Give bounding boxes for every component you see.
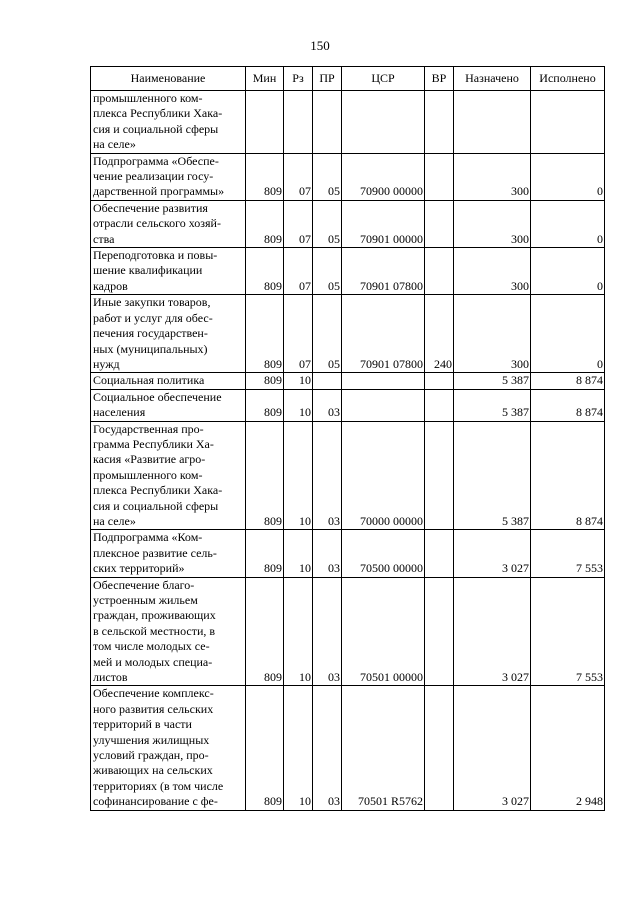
cell-executed: 0	[531, 295, 605, 373]
table-row	[91, 91, 605, 154]
cell-assigned: 5 387	[454, 373, 531, 389]
cell-rz: 10	[284, 686, 313, 810]
table-row	[91, 389, 605, 421]
cell-name: Обеспечение благо- устроенным жильем граждан, проживающих в сельской местности, в том числе молодых се- мей и молодых специа- листов	[91, 577, 246, 686]
cell-csr: 70500 00000	[342, 530, 425, 577]
cell-vr	[425, 686, 454, 810]
cell-vr	[425, 373, 454, 389]
table-row	[91, 153, 605, 200]
cell-pr	[313, 91, 342, 154]
cell-name: промышленного ком- плекса Республики Хака- сия и социальной сферы на селе»	[91, 91, 246, 154]
cell-assigned: 300	[454, 153, 531, 200]
cell-assigned: 3 027	[454, 577, 531, 686]
cell-csr	[342, 91, 425, 154]
cell-rz: 10	[284, 577, 313, 686]
cell-name: Социальное обеспечение населения	[91, 389, 246, 421]
cell-assigned: 3 027	[454, 686, 531, 810]
cell-rz: 07	[284, 200, 313, 247]
cell-executed: 7 553	[531, 530, 605, 577]
cell-min: 809	[246, 686, 284, 810]
cell-assigned: 5 387	[454, 421, 531, 530]
cell-executed: 0	[531, 200, 605, 247]
page-number: 150	[310, 38, 330, 53]
cell-rz: 10	[284, 373, 313, 389]
cell-min: 809	[246, 248, 284, 295]
cell-rz: 07	[284, 295, 313, 373]
table-row	[91, 373, 605, 389]
cell-min: 809	[246, 389, 284, 421]
budget-table	[90, 66, 605, 811]
table-row	[91, 530, 605, 577]
cell-vr	[425, 153, 454, 200]
table-row	[91, 421, 605, 530]
table-header-row	[91, 67, 605, 91]
cell-rz: 10	[284, 389, 313, 421]
cell-vr	[425, 91, 454, 154]
cell-name: Переподготовка и повы- шение квалификации кадров	[91, 248, 246, 295]
cell-pr	[313, 373, 342, 389]
cell-pr: 05	[313, 248, 342, 295]
cell-name: Иные закупки товаров, работ и услуг для обес- печения государствен- ных (муниципальных) нужд	[91, 295, 246, 373]
table-row	[91, 686, 605, 810]
cell-min: 809	[246, 373, 284, 389]
cell-name: Государственная про- грамма Республики Ха- касия «Развитие агро- промышленного ком- плекса Республики Хака- сия и социальной сферы на селе»	[91, 421, 246, 530]
cell-vr	[425, 421, 454, 530]
cell-rz: 07	[284, 248, 313, 295]
cell-pr: 03	[313, 421, 342, 530]
header-vr: ВР	[425, 67, 454, 91]
cell-min: 809	[246, 577, 284, 686]
cell-executed: 8 874	[531, 421, 605, 530]
header-pr: ПР	[313, 67, 342, 91]
cell-csr: 70000 00000	[342, 421, 425, 530]
cell-vr	[425, 530, 454, 577]
cell-vr: 240	[425, 295, 454, 373]
cell-rz: 10	[284, 421, 313, 530]
cell-executed: 0	[531, 153, 605, 200]
cell-vr	[425, 389, 454, 421]
cell-pr: 05	[313, 153, 342, 200]
table-body	[91, 91, 605, 811]
cell-name: Социальная политика	[91, 373, 246, 389]
table-row	[91, 200, 605, 247]
table-row	[91, 577, 605, 686]
cell-pr: 03	[313, 389, 342, 421]
cell-csr: 70901 00000	[342, 200, 425, 247]
header-min: Мин	[246, 67, 284, 91]
cell-min: 809	[246, 421, 284, 530]
cell-assigned: 300	[454, 200, 531, 247]
cell-csr: 70501 R5762	[342, 686, 425, 810]
cell-executed	[531, 91, 605, 154]
cell-csr: 70900 00000	[342, 153, 425, 200]
cell-rz: 10	[284, 530, 313, 577]
cell-assigned	[454, 91, 531, 154]
cell-min: 809	[246, 530, 284, 577]
cell-vr	[425, 577, 454, 686]
cell-min: 809	[246, 200, 284, 247]
cell-name: Обеспечение развития отрасли сельского хозяй- ства	[91, 200, 246, 247]
cell-assigned: 300	[454, 248, 531, 295]
cell-csr	[342, 373, 425, 389]
cell-pr: 05	[313, 295, 342, 373]
cell-executed: 8 874	[531, 389, 605, 421]
header-rz: Рз	[284, 67, 313, 91]
cell-csr: 70501 00000	[342, 577, 425, 686]
cell-pr: 03	[313, 577, 342, 686]
cell-executed: 0	[531, 248, 605, 295]
cell-vr	[425, 248, 454, 295]
cell-pr: 05	[313, 200, 342, 247]
header-name: Наименование	[91, 67, 246, 91]
cell-csr: 70901 07800	[342, 295, 425, 373]
cell-name: Подпрограмма «Обеспе- чение реализации госу- дарственной программы»	[91, 153, 246, 200]
cell-vr	[425, 200, 454, 247]
cell-assigned: 5 387	[454, 389, 531, 421]
cell-name: Обеспечение комплекс- ного развития сельских территорий в части улучшения жилищных условий граждан, про- живающих на сельских территориях (в том числе софинансирование с фе-	[91, 686, 246, 810]
header-assigned: Назначено	[454, 67, 531, 91]
cell-pr: 03	[313, 530, 342, 577]
header-executed: Исполнено	[531, 67, 605, 91]
cell-min: 809	[246, 153, 284, 200]
cell-executed: 8 874	[531, 373, 605, 389]
cell-rz	[284, 91, 313, 154]
cell-assigned: 300	[454, 295, 531, 373]
cell-rz: 07	[284, 153, 313, 200]
table-row	[91, 295, 605, 373]
cell-min	[246, 91, 284, 154]
table-row	[91, 248, 605, 295]
cell-pr: 03	[313, 686, 342, 810]
cell-csr	[342, 389, 425, 421]
cell-min: 809	[246, 295, 284, 373]
cell-name: Подпрограмма «Ком- плексное развитие сель- ских территорий»	[91, 530, 246, 577]
cell-csr: 70901 07800	[342, 248, 425, 295]
cell-executed: 7 553	[531, 577, 605, 686]
cell-assigned: 3 027	[454, 530, 531, 577]
cell-executed: 2 948	[531, 686, 605, 810]
header-csr: ЦСР	[342, 67, 425, 91]
